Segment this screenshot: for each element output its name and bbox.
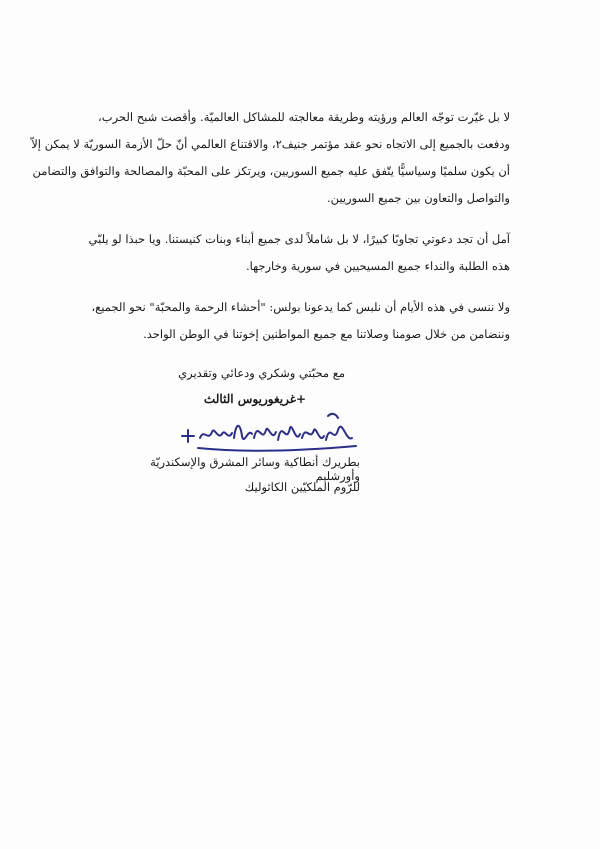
text-line: ودفعت بالجميع إلى الاتجاه نحو عقد مؤتمر جنيف٢، والاقتناع العالمي أنّ حلّ الأزمة السوريّة لا يمكن إلاّ: [31, 137, 510, 151]
text-line: آمل أن تجد دعوتي تجاوبًا كبيرًا، لا بل شاملاً لدى جميع أبناء وبنات كنيستنا. ويا حبذا لو يلبّي: [88, 232, 510, 246]
closing-line: مع محبّتي وشكري ودعائي وتقديري: [178, 366, 345, 380]
sender-title: بطريرك أنطاكية وسائر المشرق والإسكندريّة وأورشليم: [150, 455, 360, 483]
text-line: ولا ننسى في هذه الأيام أن نلبس كما يدعونا بولس: "أحشاء الرحمة والمحبّة" نحو الجميع،: [91, 300, 510, 314]
paragraph-2: [88, 226, 510, 280]
text-line: أن يكون سلميًا وسياسيًّا يتّفق عليه جميع السوريين، ويرتكز على المحبّة والمصالحة والتوافق والتضامن: [32, 164, 510, 178]
signature-drawing: [178, 408, 363, 456]
sender-name: +غريغوريوس الثالث: [203, 392, 307, 406]
sender-title-continued: للرّوم الملكيّين الكاثوليك: [244, 480, 360, 494]
text-line: وننضامن من خلال صومنا وصلاتنا مع جميع المواطنين إخوتنا في الوطن الواحد.: [143, 327, 510, 341]
handwritten-signature: [178, 408, 363, 456]
text-line: والتواصل والتعاون بين جميع السوريين.: [326, 191, 510, 205]
text-line: هذه الطلبة والنداء جميع المسيحيين في سورية وخارجها.: [245, 259, 510, 273]
text-line: لا بل غيّرت توجّه العالم ورؤيته وطريقة معالجته للمشاكل العالميّة. وأقصت شبح الحرب،: [98, 110, 510, 124]
letter-body: [31, 104, 510, 362]
paragraph-3: [91, 294, 510, 348]
paragraph-1: [31, 104, 510, 212]
